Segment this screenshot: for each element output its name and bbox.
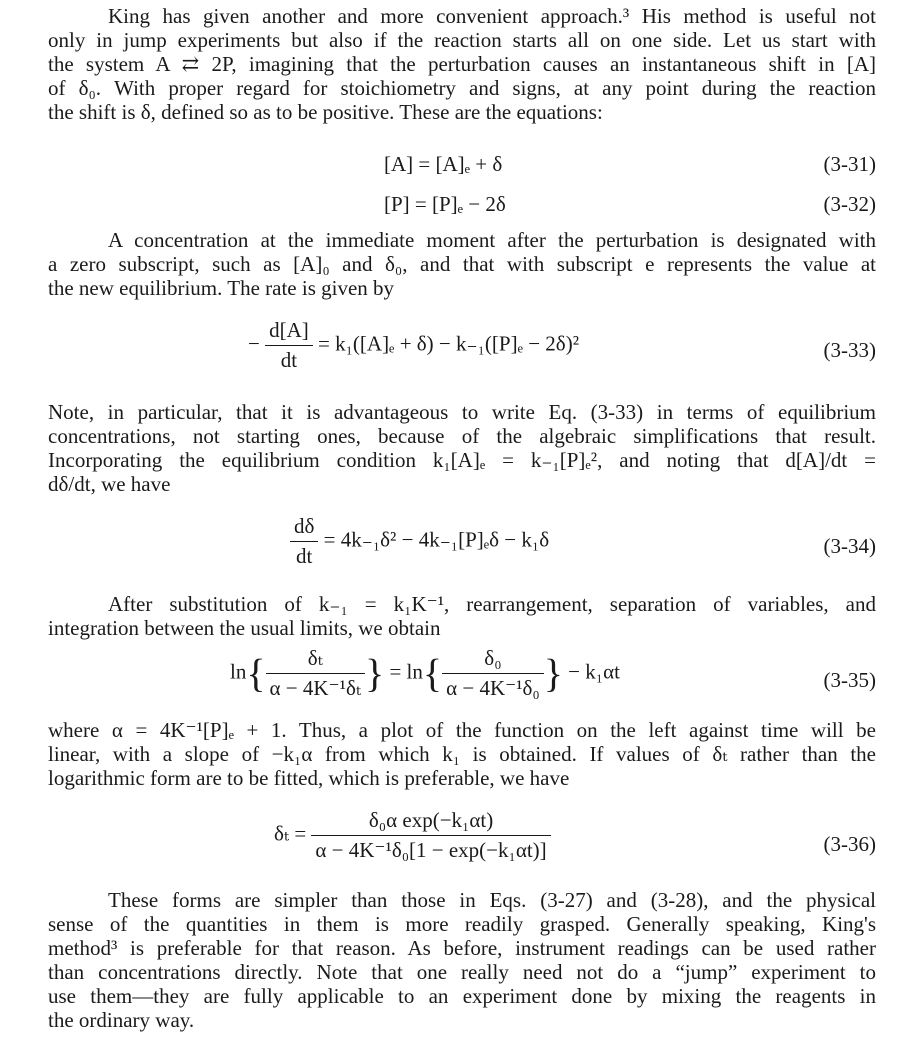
p6-line-1: These forms are simpler than those in Eqs. (3-27) and (3-28), and the physical	[108, 888, 876, 912]
eq31-expression: [A] = [A]ₑ + δ	[384, 152, 503, 176]
p2-line-2: a zero subscript, such as [A]₀ and δ₀, and that with subscript e represents the value at	[48, 252, 876, 276]
equation-3-33	[48, 318, 876, 378]
eq35-number: (3-35)	[823, 668, 876, 692]
eq35-expression	[230, 646, 620, 701]
p1-line-5: the shift is δ, defined so as to be positive. These are the equations:	[48, 100, 603, 124]
p5-line-3: logarithmic form are to be fitted, which is preferable, we have	[48, 766, 570, 790]
equation-3-36	[48, 808, 876, 874]
equation-3-35	[48, 646, 876, 710]
eq33-number: (3-33)	[823, 338, 876, 362]
eq36-expression	[274, 808, 551, 863]
eq34-fraction	[290, 514, 318, 569]
eq35-left-denominator: α − 4K⁻¹δₜ	[269, 676, 362, 700]
p3-line-1: Note, in particular, that it is advantageous to write Eq. (3-33) in terms of equilibrium	[48, 400, 876, 424]
p2-line-3: the new equilibrium. The rate is given by	[48, 276, 395, 300]
eq33-rhs: = k₁([A]ₑ + δ) − k₋₁([P]ₑ − 2δ)²	[318, 331, 579, 356]
eq36-lhs: δₜ =	[274, 821, 307, 846]
eq35-brace-open-left: {	[246, 650, 266, 696]
eq33-expression	[248, 318, 579, 373]
eq35-brace-close-right: }	[543, 650, 563, 696]
eq35-left-numerator: δₜ	[266, 646, 365, 674]
eq35-ln-left: ln	[230, 659, 247, 684]
paragraph-1	[48, 4, 876, 124]
p2-line-1: A concentration at the immediate moment after the perturbation is designated with	[108, 228, 876, 252]
equation-3-32	[48, 192, 876, 218]
eq36-denominator: α − 4K⁻¹δ₀[1 − exp(−k₁αt)]	[315, 838, 547, 862]
eq33-fraction	[265, 318, 313, 373]
paragraph-6	[48, 888, 876, 1032]
p3-line-4: dδ/dt, we have	[48, 472, 171, 496]
p5-line-1: where α = 4K⁻¹[P]ₑ + 1. Thus, a plot of the function on the left against time will be	[48, 718, 876, 742]
eq34-rhs: = 4k₋₁δ² − 4k₋₁[P]ₑδ − k₁δ	[323, 527, 550, 552]
p1-line-1: King has given another and more convenient approach.³ His method is useful not	[108, 4, 876, 28]
eq35-equals-ln: = ln	[389, 659, 423, 684]
paragraph-4	[48, 592, 876, 640]
p5-line-2: linear, with a slope of −k₁α from which k₁ is obtained. If values of δₜ rather than the	[48, 742, 876, 766]
p1-line-3: the system A ⇄ 2P, imagining that the perturbation causes an instantaneous shift in [A]	[48, 52, 876, 76]
equation-3-31	[48, 152, 876, 178]
eq35-fraction-left	[266, 646, 365, 701]
eq33-denominator: dt	[280, 348, 298, 372]
eq35-right-denominator: α − 4K⁻¹δ₀	[446, 676, 540, 700]
p6-line-6: the ordinary way.	[48, 1008, 195, 1032]
eq35-brace-open-right: {	[422, 650, 443, 696]
p6-line-5: use them—they are fully applicable to an experiment done by mixing the reagents in	[48, 984, 876, 1008]
eq35-brace-close-left: }	[365, 650, 385, 696]
eq32-number: (3-32)	[823, 192, 876, 216]
eq31-number: (3-31)	[823, 152, 876, 176]
paragraph-5	[48, 718, 876, 790]
paragraph-3	[48, 400, 876, 496]
eq36-number: (3-36)	[823, 832, 876, 856]
p1-line-4: of δ₀. With proper regard for stoichiometry and signs, at any point during the reaction	[48, 76, 876, 100]
p1-line-2: only in jump experiments but also if the reaction starts all on one side. Let us start with	[48, 28, 876, 52]
eq34-number: (3-34)	[823, 534, 876, 558]
eq36-numerator: δ₀α exp(−k₁αt)	[311, 808, 550, 836]
p3-line-2: concentrations, not starting ones, because of the algebraic simplifications that result.	[48, 424, 876, 448]
eq34-expression	[290, 514, 549, 569]
p3-line-3: Incorporating the equilibrium condition k₁[A]ₑ = k₋₁[P]ₑ², and noting that d[A]/dt =	[48, 448, 876, 472]
p6-line-3: method³ is preferable for that reason. As before, instrument readings can be used rather	[48, 936, 876, 960]
eq33-minus: −	[248, 331, 266, 356]
p6-line-2: sense of the quantities in them is more readily grasped. Generally speaking, King's	[48, 912, 876, 936]
eq36-fraction	[311, 808, 550, 863]
eq34-denominator: dt	[296, 544, 313, 568]
p4-line-1: After substitution of k₋₁ = k₁K⁻¹, rearrangement, separation of variables, and	[108, 592, 876, 616]
p4-line-2: integration between the usual limits, we obtain	[48, 616, 441, 640]
eq35-fraction-right	[442, 646, 544, 701]
eq34-numerator: dδ	[290, 514, 318, 542]
paragraph-2	[48, 228, 876, 300]
eq32-expression: [P] = [P]ₑ − 2δ	[384, 192, 506, 216]
eq35-right-numerator: δ₀	[442, 646, 544, 674]
eq35-tail: − k₁αt	[568, 659, 620, 684]
p6-line-4: than concentrations directly. Note that one really need not do a “jump” experiment to	[48, 960, 876, 984]
equation-3-34	[48, 514, 876, 574]
eq33-numerator: d[A]	[265, 318, 313, 346]
